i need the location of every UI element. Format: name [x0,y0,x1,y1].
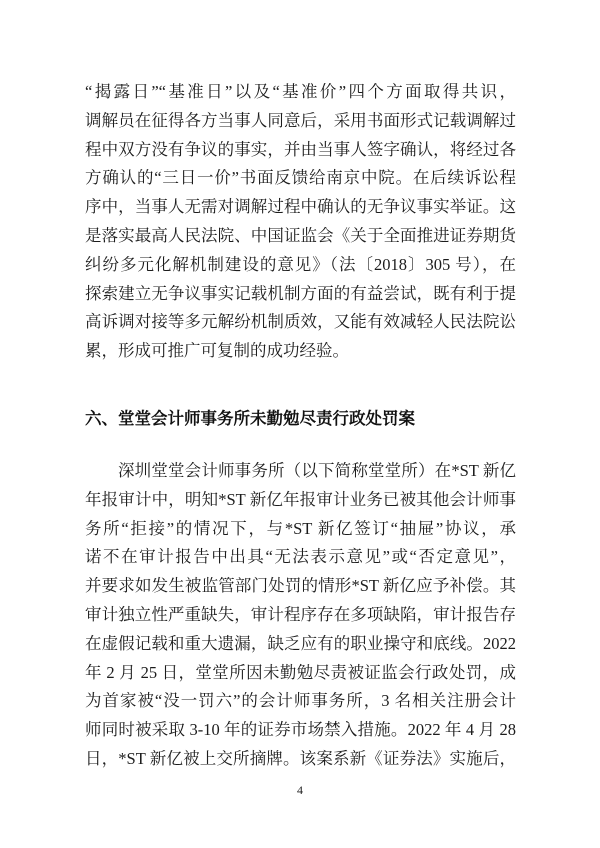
text-line: 调解员在征得各方当事人同意后，采用书面形式记载调解过 [85,110,516,130]
text-line: 累，形成可推广可复制的成功经验。 [85,341,349,361]
text-line: 诺不在审计报告中出具“无法表示意见”或“否定意见”， [85,547,516,567]
text-line: 为首家被“没一罚六”的会计师事务所，3 名相关注册会计 [85,691,516,711]
text-line: 日，*ST 新亿被上交所摘牌。该案系新《证券法》实施后， [85,748,516,768]
text-line: 并要求如发生被监管部门处罚的情形*ST 新亿应予补偿。其 [85,576,516,596]
text-line: 年报审计中，明知*ST 新亿年报审计业务已被其他会计师事 [85,489,516,509]
paragraph-case-six [85,457,516,774]
text-line: 务所“拒接”的情况下，与*ST 新亿签订“抽屉”协议，承 [85,518,516,538]
text-line: 高诉调对接等多元解纷机制质效，又能有效减轻人民法院讼 [85,312,516,332]
text-line: “揭露日”“基准日”以及“基准价”四个方面取得共识， [85,82,516,101]
text-line: 方确认的“三日一价”书面反馈给南京中院。在后续诉讼程 [85,168,516,188]
page-number: 4 [297,783,303,797]
text-line: 年 2 月 25 日，堂堂所因未勤勉尽责被证监会行政处罚，成 [85,662,516,682]
text-line: 纠纷多元化解机制建设的意见》（法〔2018〕305 号），在 [85,254,516,274]
text-line: 师同时被采取 3-10 年的证券市场禁入措施。2022 年 4 月 28 [85,720,516,740]
text-line: 序中，当事人无需对调解过程中确认的无争议事实举证。这 [85,197,516,217]
text-line: 探索建立无争议事实记载机制方面的有益尝试，既有利于提 [85,283,516,303]
text-line: 在虚假记载和重大遗漏，缺乏应有的职业操守和底线。2022 [85,633,516,653]
section-heading: 六、堂堂会计师事务所未勤勉尽责行政处罚案 [85,409,415,428]
text-line: 程中双方没有争议的事实，并由当事人签字确认，将经过各 [85,139,516,159]
page-content [85,78,516,774]
text-line: 是落实最高人民法院、中国证监会《关于全面推进证券期货 [85,225,516,245]
text-line: 审计独立性严重缺失，审计程序存在多项缺陷，审计报告存 [85,604,516,624]
text-line: 深圳堂堂会计师事务所（以下简称堂堂所）在*ST 新亿 [118,460,516,480]
paragraph-continuation [85,78,516,366]
